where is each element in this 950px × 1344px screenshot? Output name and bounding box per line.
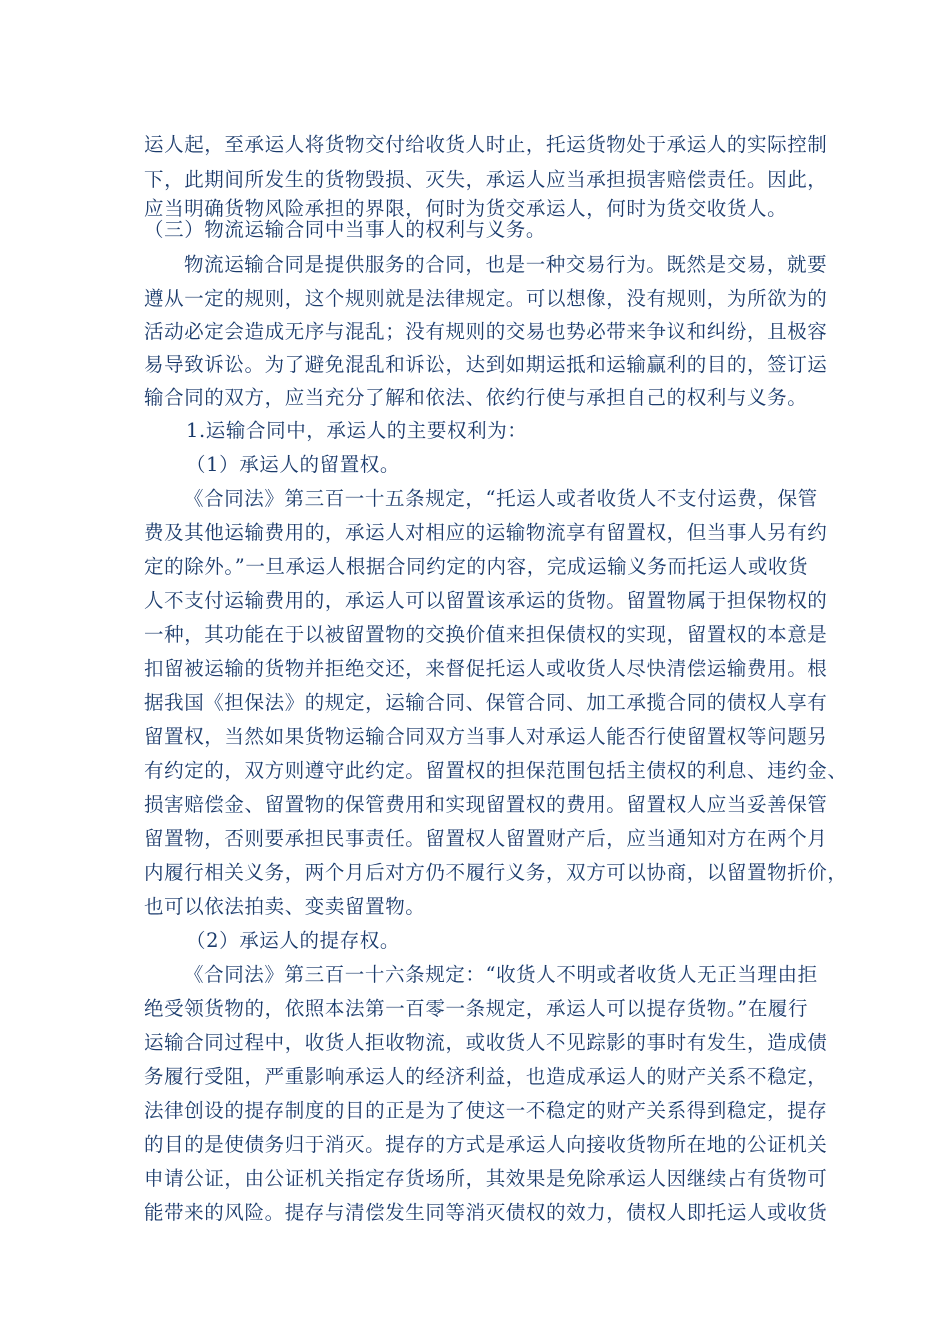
text-line: 遵从一定的规则，这个规则就是法律规定。可以想像，没有规则，为所欲为的 [144,287,828,310]
text-line: 下，此期间所发生的货物毁损、灭失，承运人应当承担损害赔偿责任。因此， [144,168,828,191]
subheading-lien: （1）承运人的留置权。 [186,453,401,476]
paragraph-first-line: 物流运输合同是提供服务的合同，也是一种交易行为。既然是交易，就要 [184,253,828,276]
text-line: 内履行相关义务，两个月后对方仍不履行义务，双方可以协商，以留置物折价， [144,861,848,884]
text-line: 费及其他运输费用的，承运人对相应的运输物流享有留置权，但当事人另有约 [144,521,828,544]
paragraph-first-line: 《合同法》第三百一十六条规定：“收货人不明或者收货人无正当理由拒 [184,963,818,986]
text-line: 也可以依法拍卖、变卖留置物。 [144,895,426,918]
text-line: 有约定的，双方则遵守此约定。留置权的担保范围包括主债权的利息、违约金、 [144,759,848,782]
text-line: 运输合同过程中，收货人拒收物流，或收货人不见踪影的事时有发生，造成债 [144,1031,828,1054]
text-line: 扣留被运输的货物并拒绝交还，来督促托运人或收货人尽快清偿运输费用。根 [144,657,828,680]
text-line: 务履行受阻，严重影响承运人的经济利益，也造成承运人的财产关系不稳定， [144,1065,828,1088]
text-line: 法律创设的提存制度的目的正是为了使这一不稳定的财产关系得到稳定，提存 [144,1099,828,1122]
text-line: 留置权，当然如果货物运输合同双方当事人对承运人能否行使留置权等问题另 [144,725,828,748]
paragraph-first-line: 《合同法》第三百一十五条规定，“托运人或者收货人不支付运费，保管 [184,487,818,510]
subheading-deposit: （2）承运人的提存权。 [186,929,401,952]
text-line: 申请公证，由公证机关指定存货场所，其效果是免除承运人因继续占有货物可 [144,1167,828,1190]
text-line: 定的除外。”一旦承运人根据合同约定的内容，完成运输义务而托运人或收货 [144,555,809,578]
text-line: 损害赔偿金、留置物的保管费用和实现留置权的费用。留置权人应当妥善保管 [144,793,828,816]
text-line: 运人起，至承运人将货物交付给收货人时止，托运货物处于承运人的实际控制 [144,133,828,156]
list-heading: 1.运输合同中，承运人的主要权利为： [186,419,528,442]
text-line: 据我国《担保法》的规定，运输合同、保管合同、加工承揽合同的债权人享有 [144,691,828,714]
text-line: 能带来的风险。提存与清偿发生同等消灭债权的效力，债权人即托运人或收货 [144,1201,828,1224]
text-line: 留置物，否则要承担民事责任。留置权人留置财产后，应当通知对方在两个月 [144,827,828,850]
text-line: 人不支付运输费用的，承运人可以留置该承运的货物。留置物属于担保物权的 [144,589,828,612]
text-line: 易导致诉讼。为了避免混乱和诉讼，达到如期运抵和运输赢利的目的，签订运 [144,353,828,376]
text-line: 绝受领货物的，依照本法第一百零一条规定，承运人可以提存货物。”在履行 [144,997,809,1020]
text-line: 活动必定会造成无序与混乱；没有规则的交易也势必带来争议和纠纷，且极容 [144,320,828,343]
text-line: 的目的是使债务归于消灭。提存的方式是承运人向接收货物所在地的公证机关 [144,1133,828,1156]
text-line: 输合同的双方，应当充分了解和依法、依约行使与承担自己的权利与义务。 [144,386,808,409]
text-line: 一种，其功能在于以被留置物的交换价值来担保债权的实现，留置权的本意是 [144,623,828,646]
section-heading: （三）物流运输合同中当事人的权利与义务。 [144,218,547,241]
text-line: 应当明确货物风险承担的界限，何时为货交承运人，何时为货交收货人。 [144,197,788,220]
